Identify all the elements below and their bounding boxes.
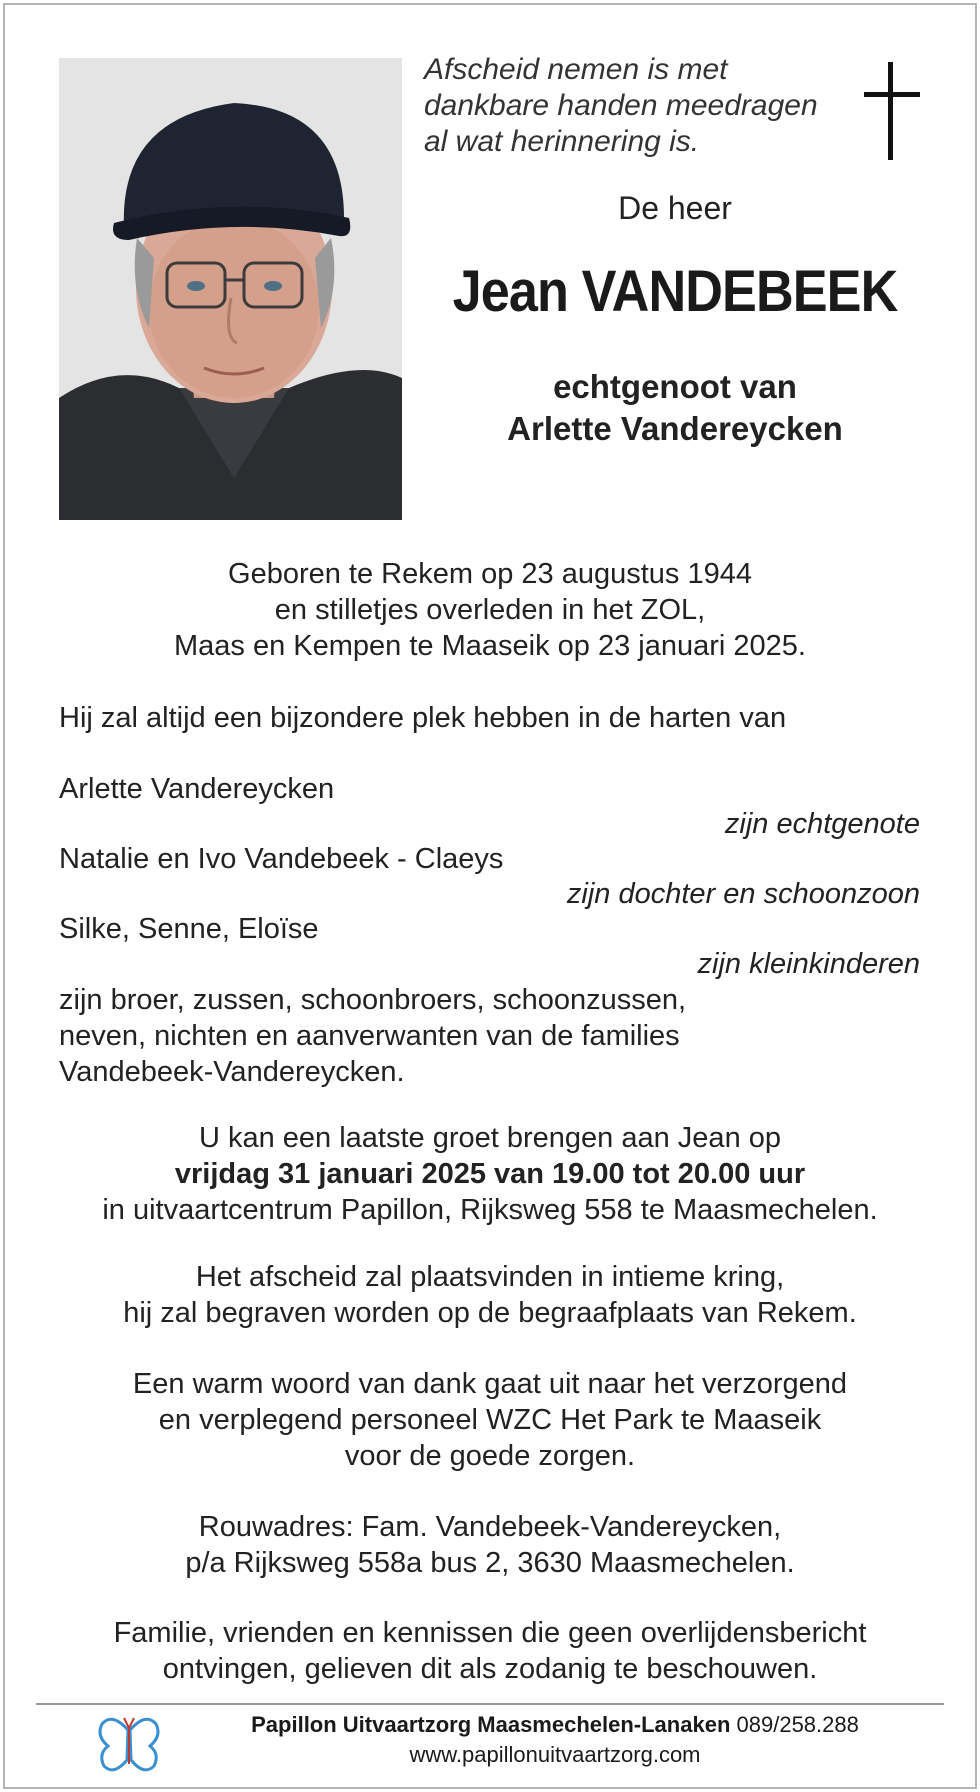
deceased-name: Jean VANDEBEEK bbox=[452, 259, 898, 324]
family-member-relation: zijn kleinkinderen bbox=[697, 948, 920, 980]
text-line: en stilletjes overleden in het ZOL, bbox=[274, 594, 706, 626]
funeral-company: Papillon Uitvaartzorg Maasmechelen-Lanaken bbox=[251, 1712, 731, 1737]
cross-icon bbox=[864, 62, 920, 160]
portrait-photo bbox=[59, 58, 402, 520]
text-line: Rouwadres: Fam. Vandebeek-Vandereycken, bbox=[198, 1511, 782, 1543]
text-line: p/a Rijksweg 558a bus 2, 3630 Maasmechelen. bbox=[185, 1547, 795, 1579]
website-link[interactable]: www.papillonuitvaartzorg.com bbox=[409, 1742, 701, 1767]
visitation-datetime: vrijdag 31 januari 2025 van 19.00 tot 20.00 uur bbox=[174, 1158, 806, 1190]
text-line: U kan een laatste groet brengen aan Jean op bbox=[198, 1122, 782, 1154]
text-line: in uitvaartcentrum Papillon, Rijksweg 558 te Maasmechelen. bbox=[102, 1194, 878, 1226]
mourning-address bbox=[40, 1509, 940, 1581]
text-line: Geboren te Rekem op 23 augustus 1944 bbox=[228, 558, 752, 590]
family-member-relation: zijn echtgenote bbox=[724, 808, 920, 840]
spouse-info bbox=[420, 366, 930, 450]
text-line: Vandebeek-Vandereycken. bbox=[59, 1056, 405, 1088]
thanks-info bbox=[40, 1366, 940, 1474]
text-line: hij zal begraven worden op de begraafplaats van Rekem. bbox=[123, 1297, 857, 1329]
quote-line: al wat herinnering is. bbox=[424, 125, 700, 158]
farewell-info bbox=[40, 1259, 940, 1331]
family-member-names: Arlette Vandereycken bbox=[59, 773, 335, 805]
footer-divider bbox=[36, 1703, 944, 1705]
quote-line: Afscheid nemen is met bbox=[424, 53, 728, 86]
visitation-info bbox=[40, 1120, 940, 1228]
family-member-relation: zijn dochter en schoonzoon bbox=[566, 878, 920, 910]
honorific: De heer bbox=[618, 190, 732, 226]
text-line: voor de goede zorgen. bbox=[344, 1440, 636, 1472]
text-line: Het afscheid zal plaatsvinden in intieme kring, bbox=[195, 1261, 785, 1293]
memorial-quote bbox=[424, 52, 844, 160]
text-line: Familie, vrienden en kennissen die geen overlijdensbericht bbox=[113, 1617, 867, 1649]
spouse-name: Arlette Vandereycken bbox=[507, 410, 843, 447]
family-member-names: Natalie en Ivo Vandebeek - Claeys bbox=[59, 843, 504, 875]
extended-family bbox=[59, 982, 686, 1090]
notice-info bbox=[40, 1615, 940, 1687]
family-member-names: Silke, Senne, Eloïse bbox=[59, 913, 319, 945]
family-intro: Hij zal altijd een bijzondere plek hebben in de harten van bbox=[59, 702, 787, 734]
text-line: zijn broer, zussen, schoonbroers, schoonzussen, bbox=[59, 984, 687, 1016]
butterfly-logo-icon bbox=[94, 1710, 164, 1780]
quote-line: dankbare handen meedragen bbox=[424, 89, 818, 122]
text-line: en verplegend personeel WZC Het Park te Maaseik bbox=[158, 1404, 822, 1436]
birth-death-info bbox=[40, 556, 940, 664]
text-line: ontvingen, gelieven dit als zodanig te beschouwen. bbox=[162, 1653, 818, 1685]
phone-number: 089/258.288 bbox=[736, 1712, 859, 1737]
text-line: neven, nichten en aanverwanten van de families bbox=[59, 1020, 680, 1052]
text-line: Maas en Kempen te Maaseik op 23 januari 2025. bbox=[174, 630, 806, 662]
spouse-label: echtgenoot van bbox=[553, 368, 797, 405]
text-line: Een warm woord van dank gaat uit naar het verzorgend bbox=[132, 1368, 848, 1400]
footer-info bbox=[185, 1710, 925, 1770]
